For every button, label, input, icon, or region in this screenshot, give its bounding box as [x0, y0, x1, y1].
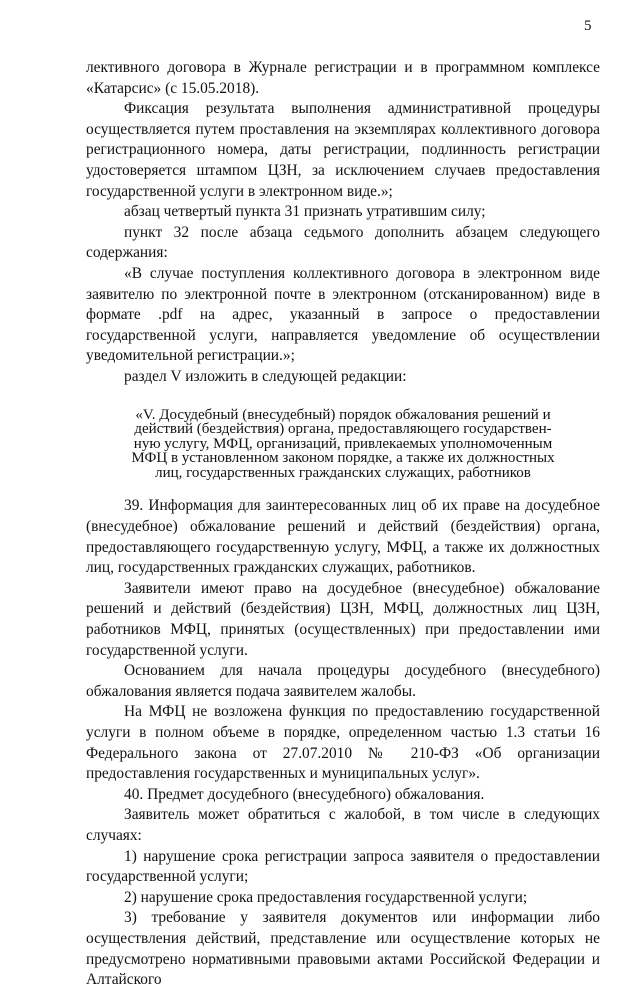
paragraph-applicants-rights: Заявители имеют право на досудебное (внесудебное) обжалование решений и действий (бездействия) ЦЗН, МФЦ, должностных лиц ЦЗН, работников МФЦ, принятых (осуществленных) при предоставлении ими государственной услуги. — [86, 579, 600, 659]
paragraph-fixation: Фиксация результата выполнения административной процедуры осуществляется путем проставления на экземплярах коллективного договора регистрационного номера, даты регистрации, подлинность регистрации удостоверяется штампом ЦЗН, за исключением случаев предоставления государственной услуги в электронном виде.»; — [86, 100, 600, 200]
section-v-heading — [86, 408, 600, 481]
document-body — [86, 58, 600, 991]
heading-line: МФЦ в установленном законом порядке, а также их должностных — [131, 450, 555, 467]
list-item: 2) нарушение срока предоставления государственной услуги; — [124, 888, 528, 906]
heading-line: лиц, государственных гражданских служащих, работников — [155, 464, 531, 481]
paragraph-cases-intro: Заявитель может обратиться с жалобой, в том числе в следующих случаях: — [86, 806, 600, 844]
list-item: 3) требование у заявителя документов или информации либо осуществления действий, представление или осуществление которых не предусмотрено нормативными правовыми актами Российской Федерации и Алтайского — [86, 909, 600, 989]
paragraph-continuation: лективного договора в Журнале регистрации и в программном комплексе «Катарсис» (с 15.05.2018). — [86, 59, 600, 97]
paragraph-39: 39. Информация для заинтересованных лиц об их праве на досудебное (внесудебное) обжалование решений и действий (бездействия) органа, предоставляющего государственную услугу, МФЦ, а также их должностных лиц, государственных гражданских служащих, работников. — [86, 497, 600, 577]
paragraph-40: 40. Предмет досудебного (внесудебного) обжалования. — [124, 785, 485, 803]
paragraph-section-v-intro: раздел V изложить в следующей редакции: — [124, 367, 407, 385]
paragraph-amendment-31: абзац четвертый пункта 31 признать утратившим силу; — [124, 203, 486, 221]
paragraph-amendment-32: пункт 32 после абзаца седьмого дополнить абзацем следующего содержания: — [86, 223, 600, 262]
paragraph-grounds: Основанием для начала процедуры досудебного (внесудебного) обжалования является подача заявителем жалобы. — [86, 662, 600, 700]
heading-line: действий (бездействия) органа, предоставляющего государствен- — [134, 421, 552, 438]
page-number: 5 — [584, 18, 592, 34]
list-item: 1) нарушение срока регистрации запроса заявителя о предоставлении государственной услуги; — [86, 847, 600, 886]
paragraph-quoted-insert: «В случае поступления коллективного договора в электронном виде заявителю по электронной почте в электронном (отсканированном) виде в формате .pdf на адрес, указанный в запросе о предоставлении государственной услуги, направляется уведомление об осуществлении уведомительной регистрации.»; — [86, 264, 600, 365]
heading-line: ную услугу, МФЦ, организаций, привлекаемых уполномоченным — [133, 435, 553, 452]
heading-line: «V. Досудебный (внесудебный) порядок обжалования решений и — [135, 406, 551, 423]
paragraph-mfc-function: На МФЦ не возложена функция по предоставлению государственной услуги в полном объеме в порядке, определенном частью 1.3 статьи 16 Федерального закона от 27.07.2010 № 210-ФЗ «Об организации предоставления государственных и муниципальных услуг». — [86, 703, 600, 783]
